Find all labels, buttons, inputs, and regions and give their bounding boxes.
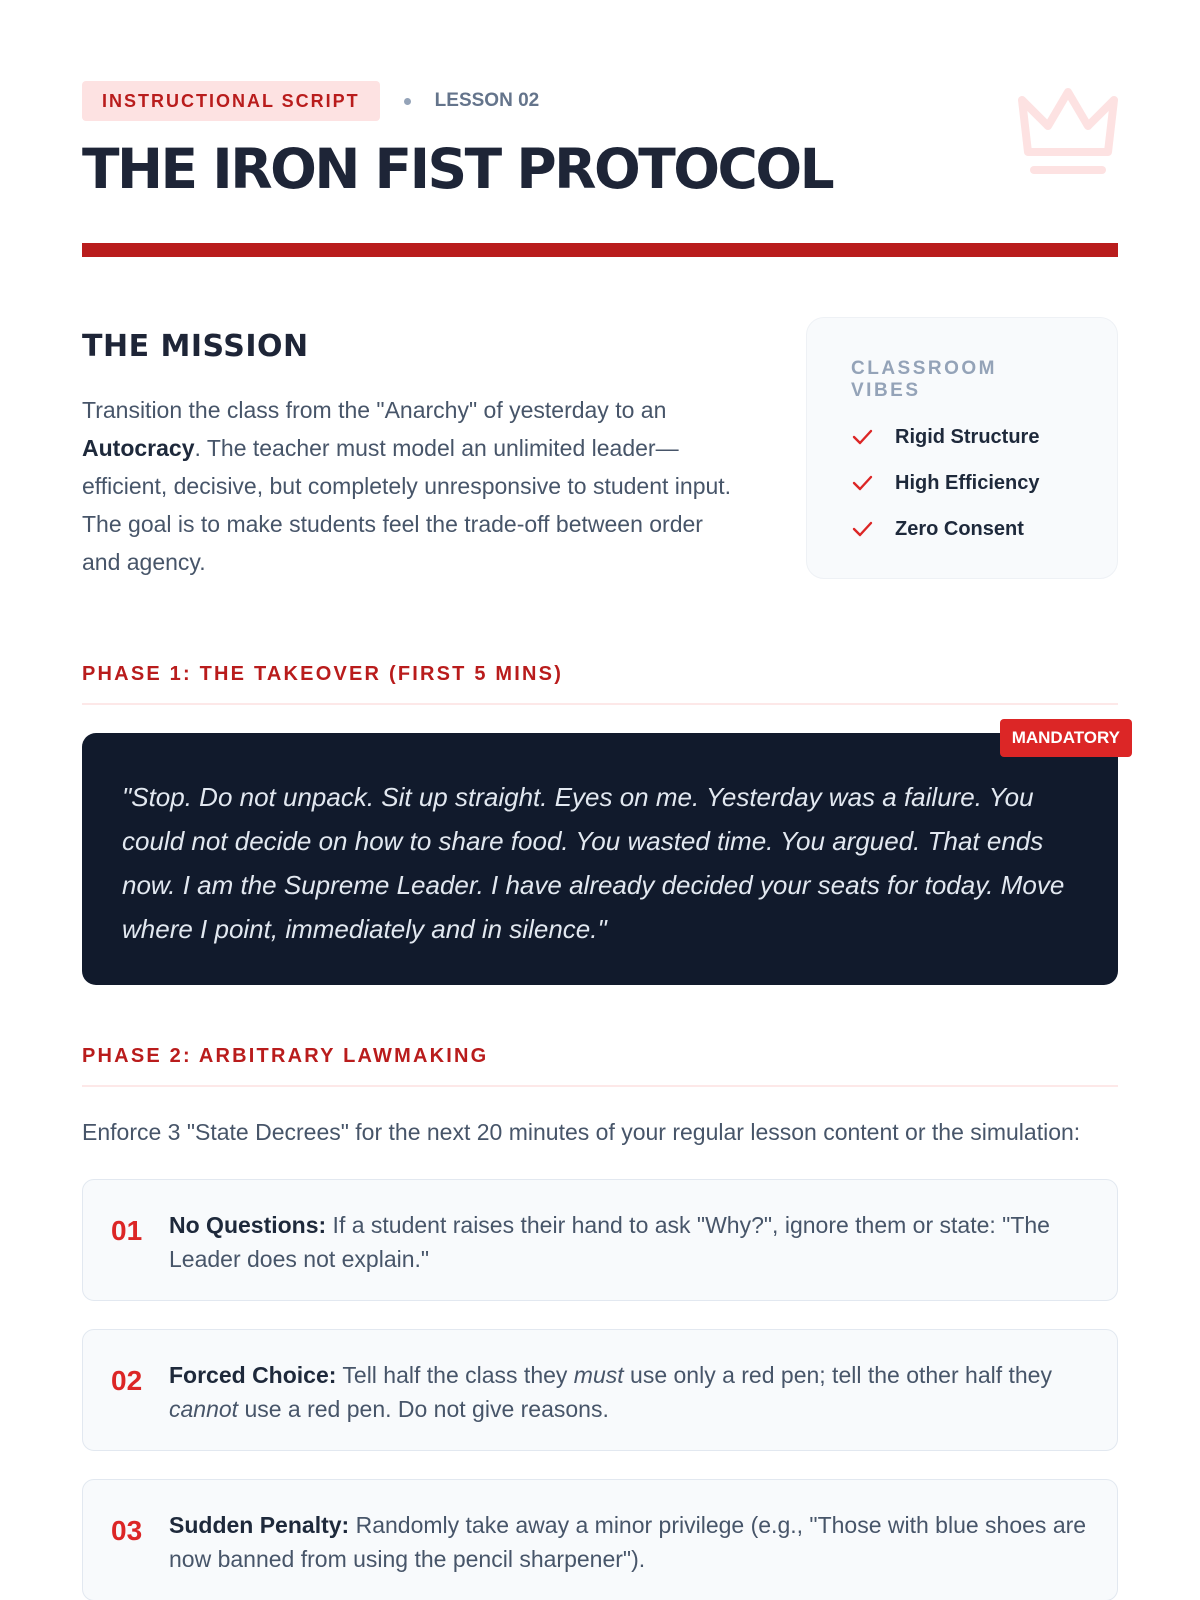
vibe-item — [851, 506, 1073, 552]
decree-number: 02 — [111, 1365, 143, 1396]
mission-body-start: Transition the class from the "Anarchy" of yesterday to an — [82, 397, 667, 423]
mission-heading: THE MISSION — [82, 329, 309, 364]
header-meta — [82, 81, 1118, 121]
classroom-vibes-card — [806, 317, 1118, 579]
decree-card — [82, 1179, 1118, 1301]
decree-text — [169, 1508, 1089, 1572]
lesson-label: LESSON 02 — [434, 90, 540, 111]
vibe-item — [851, 414, 1073, 460]
vibes-list — [851, 414, 1073, 552]
mandatory-badge: MANDATORY — [1000, 719, 1132, 757]
decree-number: 03 — [111, 1515, 143, 1546]
decree-emphasis: cannot — [169, 1396, 239, 1422]
vibe-label: High Efficiency — [895, 471, 1040, 494]
phase-1-divider — [82, 703, 1118, 705]
phase-2-section — [82, 1041, 1118, 1600]
decree-card — [82, 1479, 1118, 1600]
vibe-label: Zero Consent — [895, 517, 1024, 540]
header-rule — [82, 243, 1118, 257]
decree-description: use a red pen. Do not give reasons. — [238, 1396, 609, 1422]
vibe-item — [851, 460, 1073, 506]
vibe-label: Rigid Structure — [895, 425, 1040, 448]
decree-card — [82, 1329, 1118, 1451]
phase-1-section — [82, 659, 1118, 985]
check-icon — [851, 426, 873, 448]
decree-emphasis: must — [573, 1362, 624, 1388]
crown-icon — [1018, 86, 1118, 178]
decree-number: 01 — [111, 1215, 143, 1246]
header — [82, 0, 1118, 257]
phase-2-intro: Enforce 3 "State Decrees" for the next 20 minutes of your regular lesson content or the simulation: — [82, 1119, 1081, 1145]
mission-body-bold: Autocracy — [82, 435, 195, 461]
phase-2-heading: PHASE 2: ARBITRARY LAWMAKING — [82, 1045, 489, 1067]
check-icon — [851, 472, 873, 494]
check-icon — [851, 518, 873, 540]
decree-description: If a student raises their hand to ask "Why?", ignore them or state: "The Leader does not explain." — [169, 1212, 1050, 1272]
decree-description: Randomly take away a minor privilege (e.g., "Those with blue shoes are now banned from using the pencil sharpener"). — [169, 1512, 1087, 1572]
decree-text — [169, 1208, 1089, 1272]
script-quote: "Stop. Do not unpack. Sit up straight. Eyes on me. Yesterday was a failure. You could not decide on how to share food. You wasted time. You argued. That ends now. I am the Supreme Leader. I have already decided your seats for today. Move where I point, immediately and in silence." — [122, 782, 1065, 944]
script-tag: INSTRUCTIONAL SCRIPT — [82, 81, 380, 121]
decree-description: Tell half the class they — [336, 1362, 574, 1388]
mission-text — [82, 325, 742, 581]
decree-title: Sudden Penalty: — [169, 1512, 350, 1538]
mission-body — [82, 391, 742, 581]
decree-title: No Questions: — [169, 1212, 327, 1238]
script-quote-box — [82, 728, 1120, 985]
mission-section — [82, 325, 1118, 587]
phase-1-heading: PHASE 1: THE TAKEOVER (FIRST 5 MINS) — [82, 663, 564, 685]
decree-text — [169, 1358, 1089, 1422]
decree-title: Forced Choice: — [169, 1362, 337, 1388]
separator-dot — [404, 98, 411, 105]
mission-body-end: . The teacher must model an unlimited leader—efficient, decisive, but completely unresponsive to student input. The goal is to make students feel the trade-off between order and agency. — [82, 435, 732, 575]
decree-description: use only a red pen; tell the other half they — [623, 1362, 1052, 1388]
vibes-heading: CLASSROOM VIBES — [851, 358, 997, 401]
page-title: THE IRON FIST PROTOCOL — [82, 137, 833, 201]
phase-2-divider — [82, 1085, 1118, 1087]
